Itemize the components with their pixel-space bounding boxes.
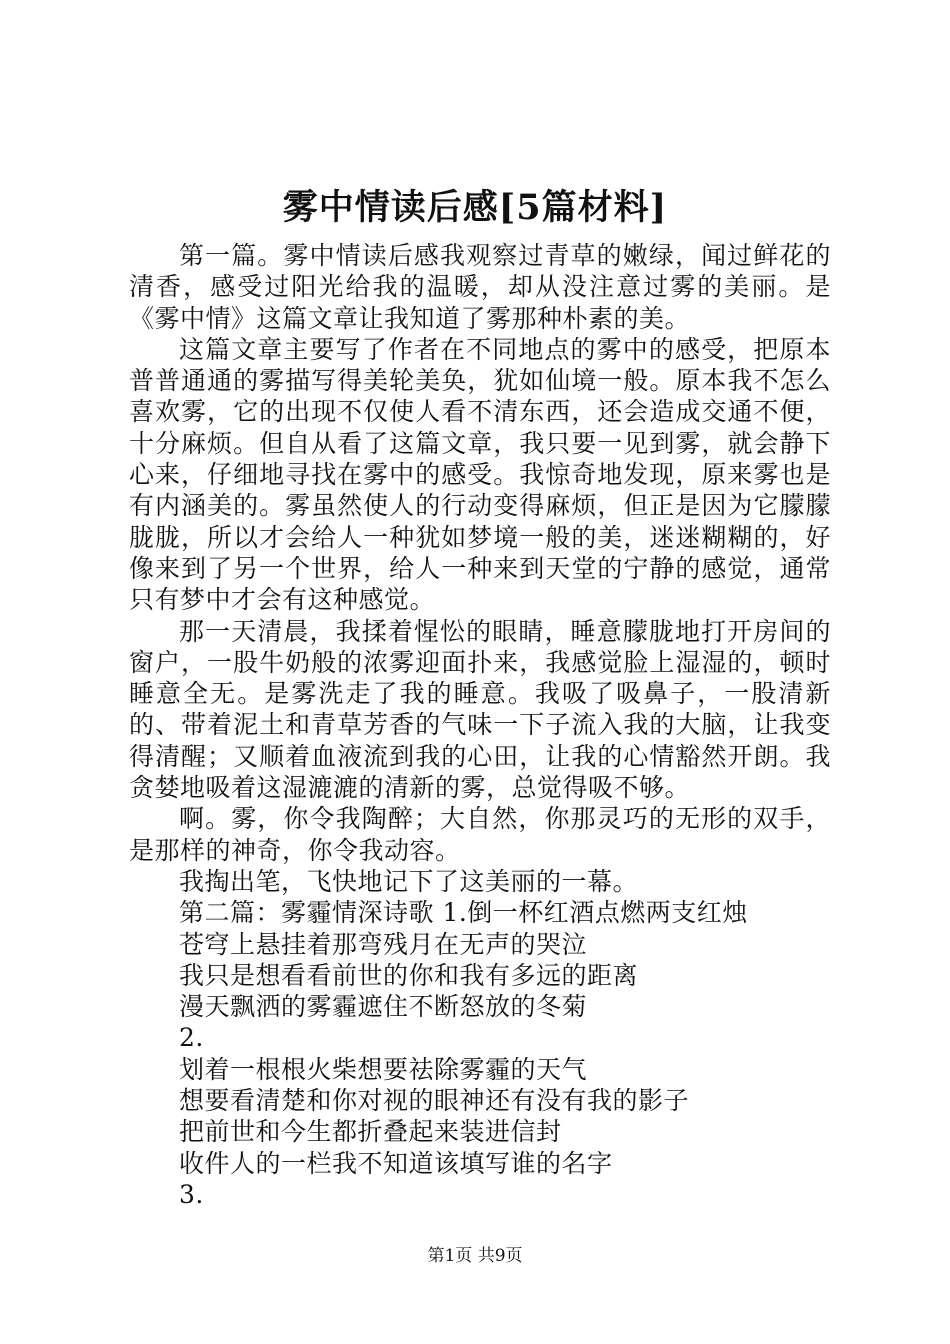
poem-stanza-number: 3. (179, 1179, 204, 1209)
poem-line: 划着一根根火柴想要祛除雾霾的天气 (179, 1054, 588, 1084)
poem-line: 想要看清楚和你对视的眼神还有没有我的影子 (179, 1086, 690, 1116)
section-heading-2: 第二篇：雾霾情深诗歌 1.倒一杯红酒点燃两支红烛 (179, 898, 748, 928)
document-body (129, 240, 831, 1210)
poem-line: 漫天飘洒的雾霾遮住不断怒放的冬菊 (179, 992, 588, 1022)
paragraph-3: 那一天清晨，我揉着惺忪的眼睛，睡意朦胧地打开房间的窗户，一股牛奶般的浓雾迎面扑来，我感觉脸上湿湿的，顿时睡意全无。是雾洗走了我的睡意。我吸了吸鼻子，一股清新的、带着泥土和青草芳香的气味一下子流入我的大脑，让我变得清醒；又顺着血液流到我的心田，让我的心情豁然开朗。我贪婪地吸着这湿漉漉的清新的雾，总觉得吸不够。 (129, 616, 831, 803)
paragraph-1: 第一篇。雾中情读后感我观察过青草的嫩绿，闻过鲜花的清香，感受过阳光给我的温暖，却从没注意过雾的美丽。是《雾中情》这篇文章让我知道了雾那种朴素的美。 (129, 241, 831, 333)
text-line-1: 我掏出笔，飞快地记下了这美丽的一幕。 (179, 866, 639, 896)
document-title: 雾中情读后感[5篇材料] (282, 187, 668, 228)
poem-line: 把前世和今生都折叠起来装进信封 (179, 1117, 562, 1147)
poem-stanza-number: 2. (179, 1023, 204, 1053)
poem-line: 收件人的一栏我不知道该填写谁的名字 (179, 1148, 613, 1178)
paragraph-4: 啊。雾，你令我陶醉；大自然，你那灵巧的无形的双手，是那样的神奇，你令我动容。 (129, 804, 831, 865)
poem-line: 我只是想看看前世的你和我有多远的距离 (179, 960, 639, 990)
page-number-footer: 第1页 共9页 (427, 1246, 523, 1266)
poem-line: 苍穹上悬挂着那弯残月在无声的哭泣 (179, 929, 588, 959)
paragraph-2: 这篇文章主要写了作者在不同地点的雾中的感受，把原本普普通通的雾描写得美轮美奂，犹如仙境一般。原本我不怎么喜欢雾，它的出现不仅使人看不清东西，还会造成交通不便，十分麻烦。但自从看了这篇文章，我只要一见到雾，就会静下心来，仔细地寻找在雾中的感受。我惊奇地发现，原来雾也是有内涵美的。雾虽然使人的行动变得麻烦，但正是因为它朦朦胧胧，所以才会给人一种犹如梦境一般的美，迷迷糊糊的，好像来到了另一个世界，给人一种来到天堂的宁静的感觉，通常只有梦中才会有这种感觉。 (129, 334, 831, 615)
